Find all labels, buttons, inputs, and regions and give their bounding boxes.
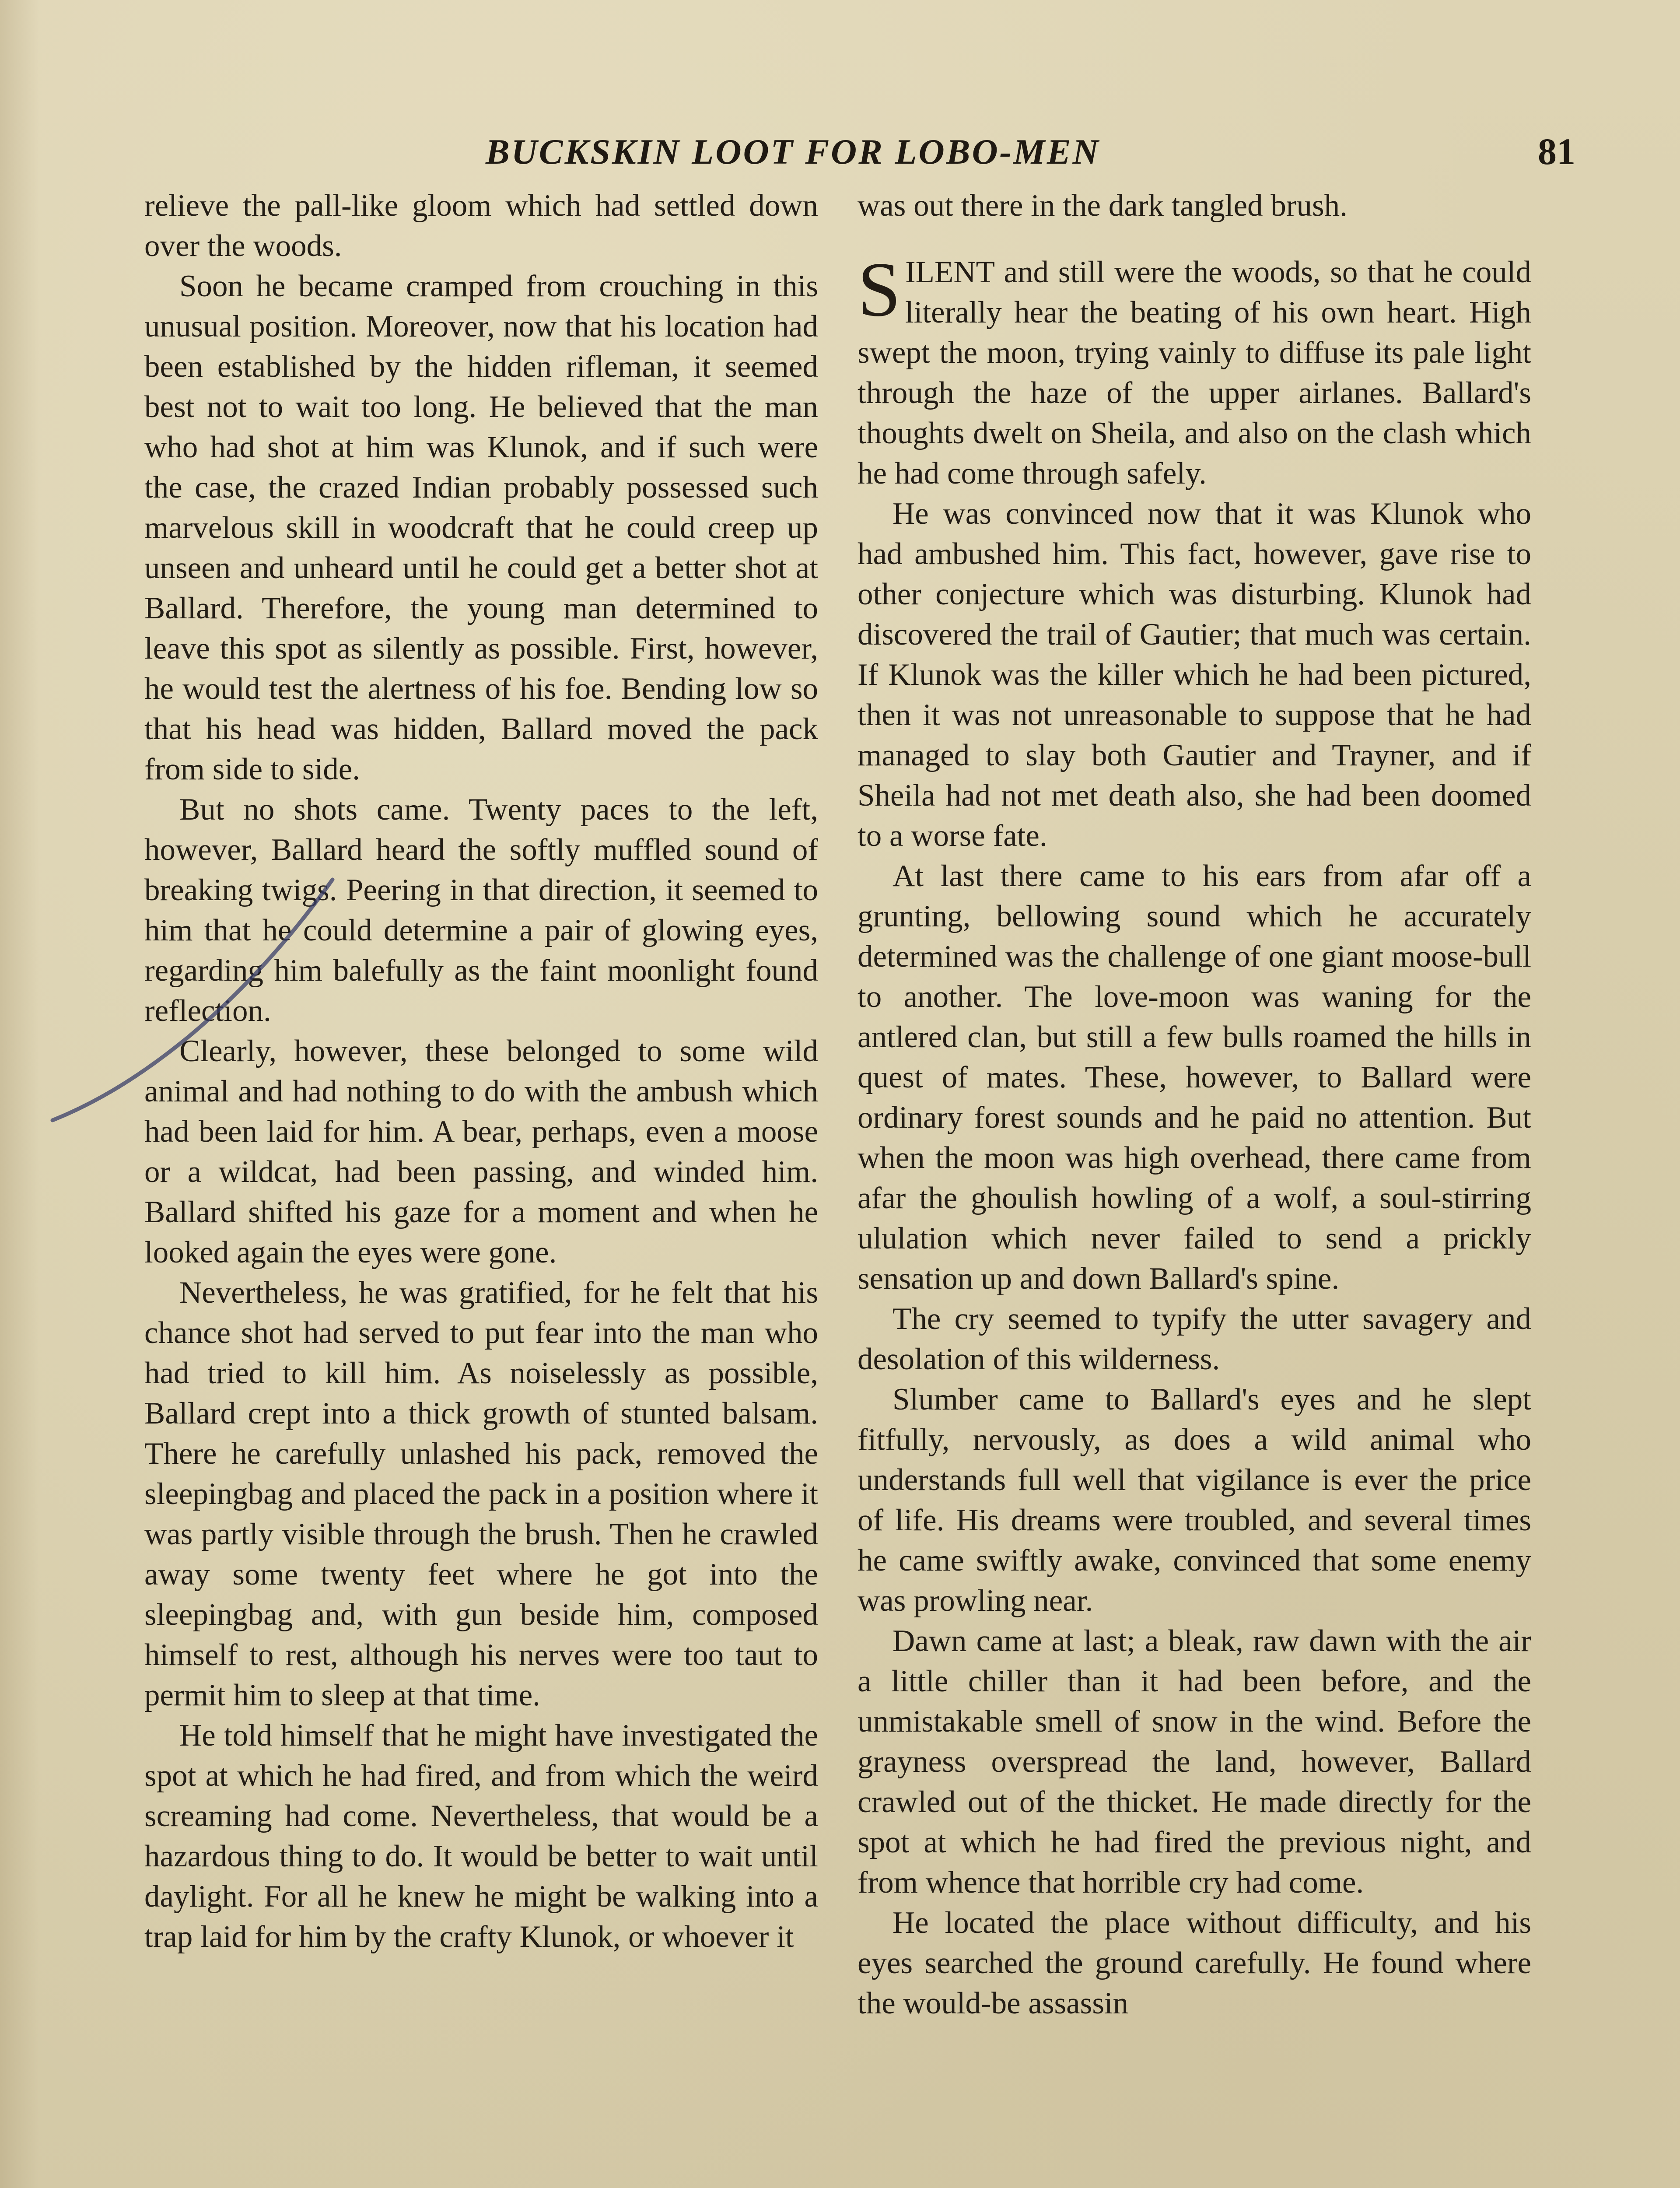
continuation-line: was out there in the dark tangled brush. xyxy=(858,189,1348,223)
left-column xyxy=(144,186,818,1957)
right-column xyxy=(858,186,1531,2023)
drop-cap: S xyxy=(858,246,901,333)
paragraph: The cry seemed to typify the utter savagery and desolation of this wilderness. xyxy=(858,1302,1531,1376)
paragraph: But no shots came. Twenty paces to the left, however, Ballard heard the softly muffled sound of breaking twigs. Peering in that direction, it seemed to him that he could determine a pair of glowing eyes, regarding him balefully as the faint moonlight found reflection. xyxy=(144,792,818,1028)
running-title: BUCKSKIN LOOT FOR LOBO-MEN xyxy=(486,132,1100,172)
paragraph: He was convinced now that it was Klunok who had ambushed him. This fact, however, gave rise to other conjecture which was disturbing. Klunok had discovered the trail of Gautier; that much was certain. If Klunok was the killer which he had been pictured, then it was not unreasonable to suppose that he had managed to slay both Gautier and Trayner, and if Sheila had not met death also, she had been doomed to a worse fate. xyxy=(858,497,1531,853)
section-opening-paragraph xyxy=(858,246,1531,494)
paragraph: Dawn came at last; a bleak, raw dawn with the air a little chiller than it had been before, and the unmistakable smell of snow in the wind. Before the grayness overspread the land, however, Ballard crawled out of the thicket. He made directly for the spot at which he had fired the previous night, and from whence that horrible cry had come. xyxy=(858,1624,1531,1900)
paragraph: Slumber came to Ballard's eyes and he slept fitfully, nervously, as does a wild animal who understands full well that vigilance is ever the price of life. His dreams were troubled, and several times he came swiftly awake, convinced that some enemy was prowling near. xyxy=(858,1382,1531,1618)
paragraph: He told himself that he might have investigated the spot at which he had fired, and from which the weird screaming had come. Nevertheless, that would be a hazardous thing to do. It would be better to wait until daylight. For all he knew he might be walking into a trap laid for him by the crafty Klunok, or whoever it xyxy=(144,1718,818,1954)
page-number: 81 xyxy=(1538,130,1575,172)
paragraph: At last there came to his ears from afar off a grunting, bellowing sound which he accurately determined was the challenge of one giant moose-bull to another. The love-moon was waning for the antlered clan, but still a few bulls roamed the hills in quest of mates. These, however, to Ballard were ordinary forest sounds and he paid no attention. But when the moon was high overhead, there came from afar the ghoulish howling of a wolf, a soul-stirring ululation which never failed to send a prickly sensation up and down Ballard's spine. xyxy=(858,859,1531,1296)
paragraph: Nevertheless, he was gratified, for he felt that his chance shot had served to put fear into the man who had tried to kill him. As noiselessly as possible, Ballard crept into a thick growth of stunted balsam. There he carefully unlashed his pack, removed the sleepingbag and placed the pack in a position where it was partly visible through the brush. Then he crawled away some twenty feet where he got into the sleepingbag and, with gun beside him, composed himself to rest, although his nerves were too taut to permit him to sleep at that time. xyxy=(144,1276,818,1712)
paragraph: Clearly, however, these belonged to some wild animal and had nothing to do with the ambush which had been laid for him. A bear, perhaps, even a moose or a wildcat, had been passing, and winded him. Ballard shifted his gaze for a moment and when he looked again the eyes were gone. xyxy=(144,1034,818,1269)
paragraph: Soon he became cramped from crouching in this unusual position. Moreover, now that his location had been established by the hidden rifleman, it seemed best not to wait too long. He believed that the man who had shot at him was Klunok, and if such were the case, the crazed Indian probably possessed such marvelous skill in woodcraft that he could creep up unseen and unheard until he could get a better shot at Ballard. Therefore, the young man determined to leave this spot as silently as possible. First, however, he would test the alertness of his foe. Bending low so that his head was hidden, Ballard moved the pack from side to side. xyxy=(144,269,818,786)
page-edge-shadow xyxy=(0,0,39,2188)
section-opening-text: ILENT and still were the woods, so that he could literally hear the beating of his own heart. High swept the moon, trying vainly to diffuse its pale light through the haze of the upper airlanes. Ballard's thoughts dwelt on Sheila, and also on the clash which he had come through safely. xyxy=(858,255,1531,491)
paragraph: He located the place without difficulty, and his eyes searched the ground carefully. He found where the would-be assassin xyxy=(858,1906,1531,2020)
paragraph: relieve the pall-like gloom which had settled down over the woods. xyxy=(144,189,818,263)
